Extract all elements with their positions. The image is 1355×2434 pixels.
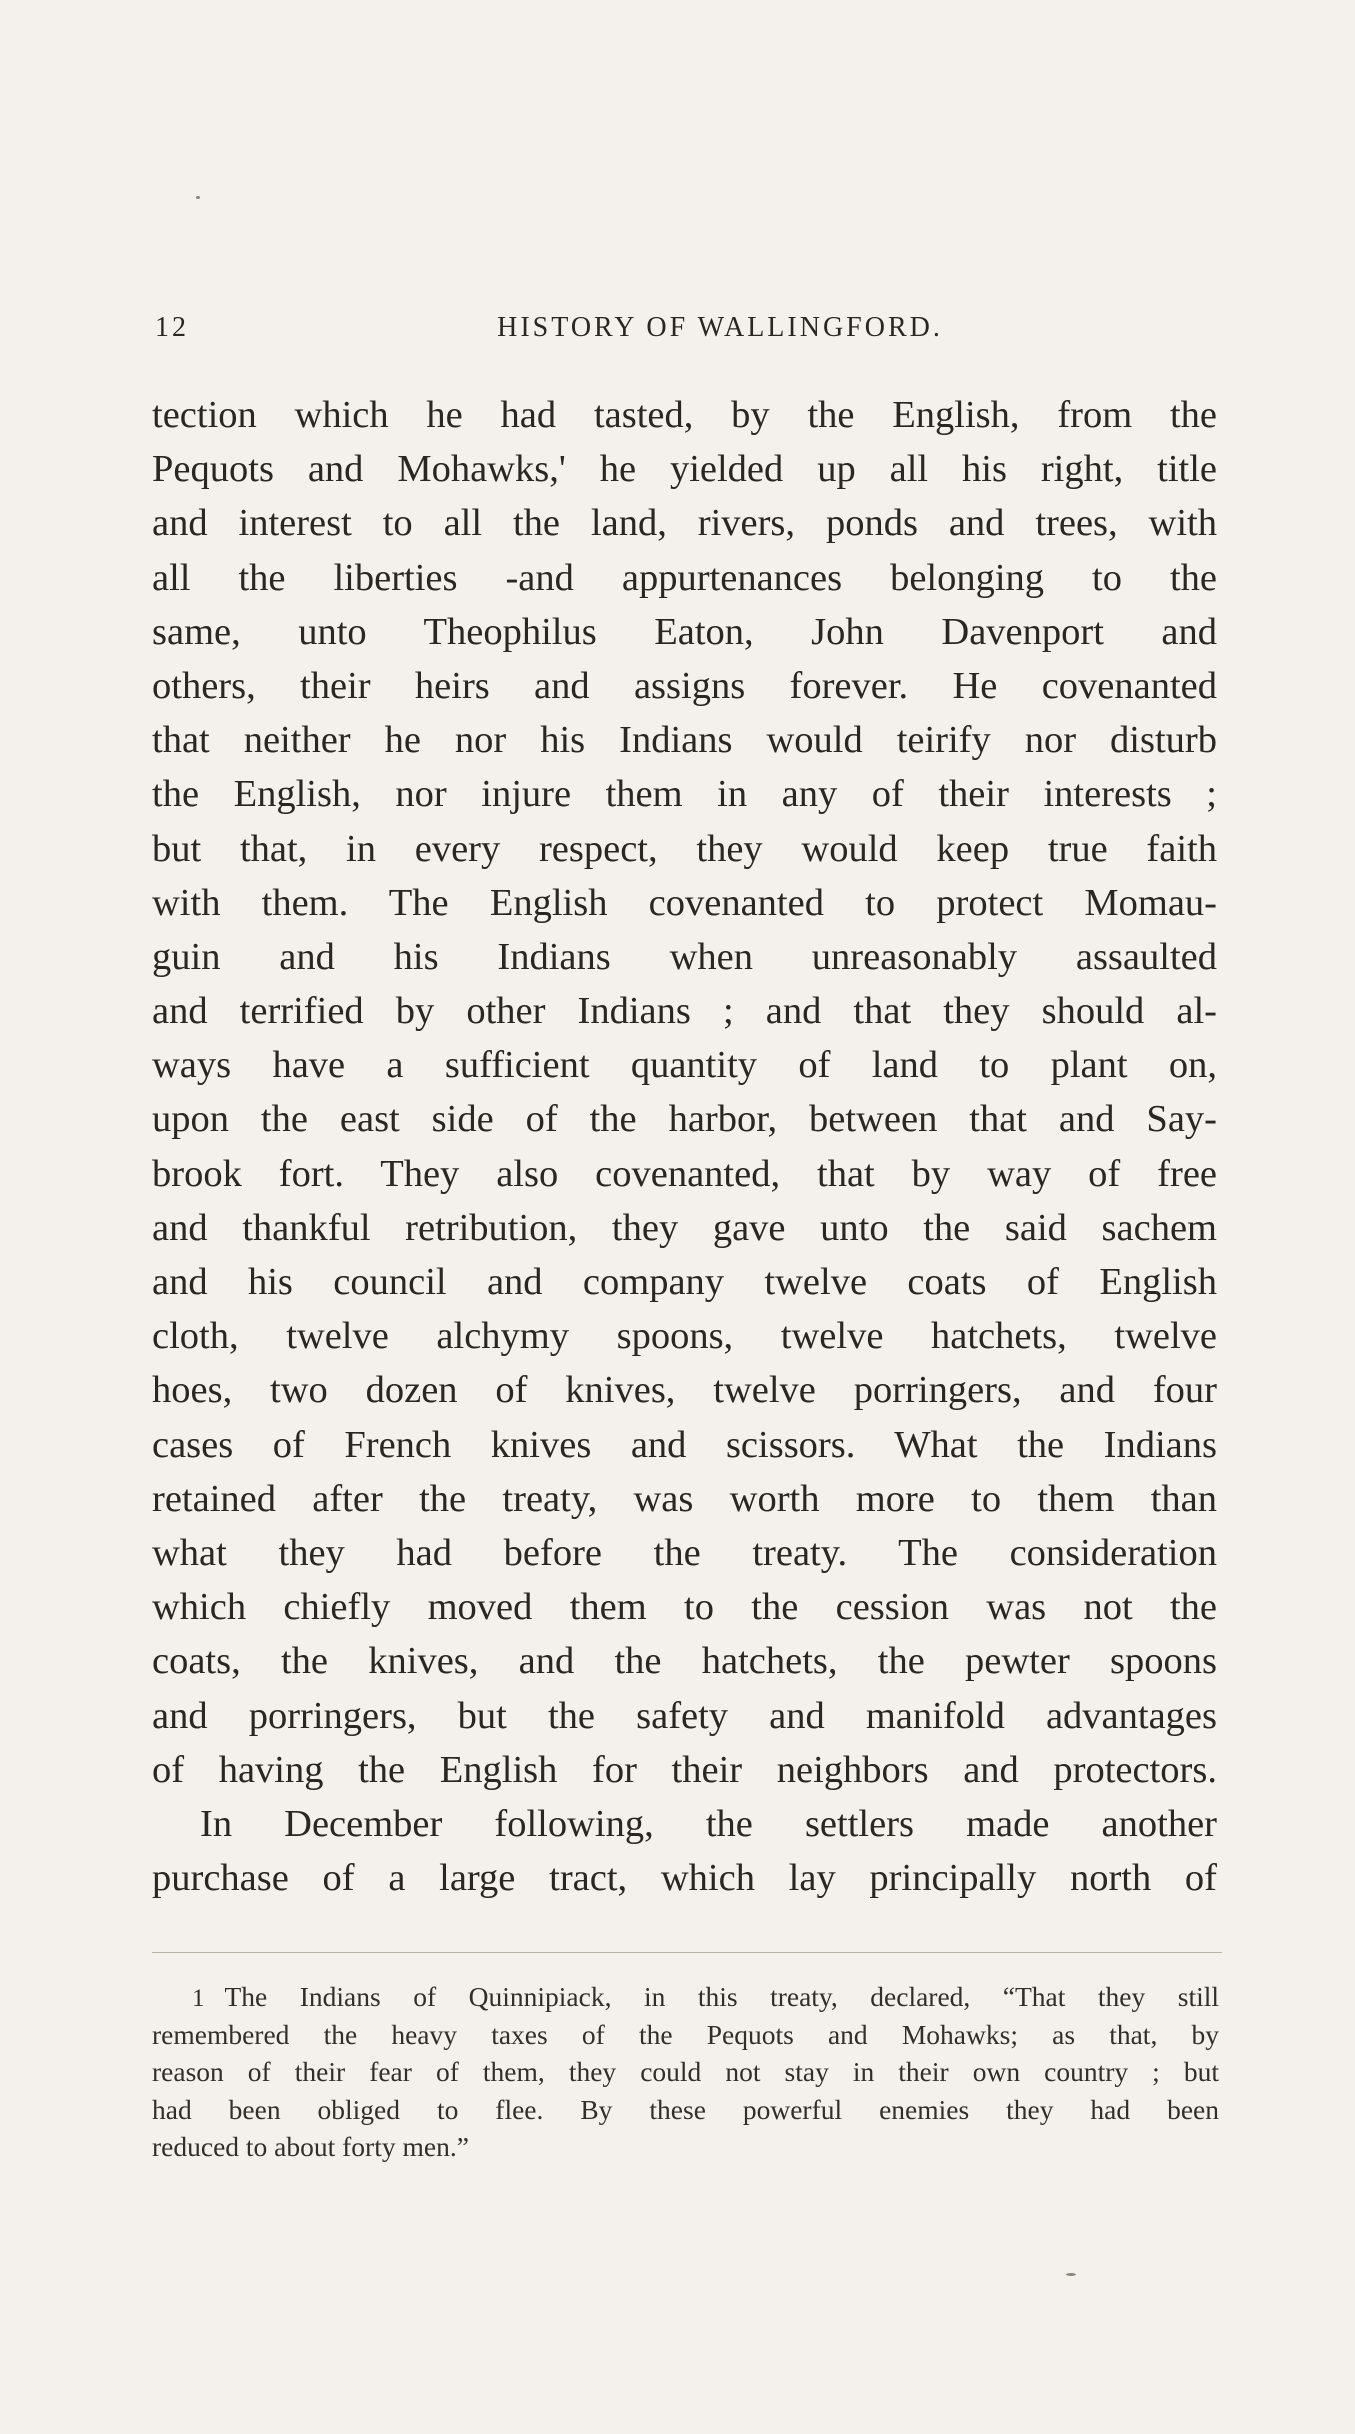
body-line: of having the English for their neighbors and protectors.	[152, 1748, 1217, 1791]
body-line: and terrified by other Indians ; and that they should al-	[152, 990, 1217, 1033]
body-line: but that, in every respect, they would keep true faith	[152, 827, 1217, 870]
body-line: tection which he had tasted, by the English, from the	[152, 394, 1217, 436]
body-line: what they had before the treaty. The consideration	[152, 1531, 1217, 1574]
body-line: all the liberties -and appurtenances belonging to the	[152, 556, 1217, 599]
paper-speck	[1066, 2273, 1076, 2276]
body-line: that neither he nor his Indians would teirify nor disturb	[152, 719, 1217, 762]
body-line: and thankful retribution, they gave unto the said sachem	[152, 1206, 1217, 1249]
running-head	[155, 312, 1225, 352]
footnote-line	[152, 1978, 1219, 2016]
footnote-line: remembered the heavy taxes of the Pequots and Mohawks; as that, by	[152, 2018, 1219, 2050]
footnote-text: The Indians of Quinnipiack, in this treaty, declared, “That they still	[224, 1981, 1219, 2012]
body-line: coats, the knives, and the hatchets, the pewter spoons	[152, 1640, 1217, 1683]
body-line: ways have a sufficient quantity of land to plant on,	[152, 1044, 1217, 1087]
footnote-line: reason of their fear of them, they could not stay in their own country ; but	[152, 2056, 1219, 2088]
body-line: cases of French knives and scissors. What the Indians	[152, 1423, 1217, 1466]
footnote	[152, 1978, 1219, 2166]
footnote-line: reduced to about forty men.”	[152, 2131, 469, 2163]
body-line-paragraph-start: In December following, the settlers made another	[200, 1802, 1217, 1845]
footnote-line: had been obliged to flee. By these powerful enemies they had been	[152, 2093, 1219, 2125]
body-line: cloth, twelve alchymy spoons, twelve hatchets, twelve	[152, 1315, 1217, 1358]
body-line: brook fort. They also covenanted, that by way of free	[152, 1152, 1217, 1195]
footnote-rule	[152, 1952, 1222, 1954]
running-title: HISTORY OF WALLINGFORD.	[497, 312, 943, 343]
body-line: same, unto Theophilus Eaton, John Davenport and	[152, 610, 1217, 653]
body-line: the English, nor injure them in any of their interests ;	[152, 773, 1217, 816]
body-line: others, their heirs and assigns forever. He covenanted	[152, 664, 1217, 707]
body-line: upon the east side of the harbor, between that and Say-	[152, 1098, 1217, 1141]
body-line: and porringers, but the safety and manifold advantages	[152, 1694, 1217, 1737]
paper-speck	[196, 196, 200, 199]
body-line: guin and his Indians when unreasonably assaulted	[152, 935, 1217, 978]
body-text	[152, 388, 1217, 1905]
body-line: and his council and company twelve coats of English	[152, 1261, 1217, 1303]
body-line: with them. The English covenanted to protect Momau-	[152, 881, 1217, 924]
body-line: which chiefly moved them to the cession was not the	[152, 1586, 1217, 1629]
page-number: 12	[155, 312, 189, 343]
body-line: Pequots and Mohawks,' he yielded up all his right, title	[152, 448, 1217, 491]
body-line: and interest to all the land, rivers, ponds and trees, with	[152, 502, 1217, 545]
body-line: purchase of a large tract, which lay principally north of	[152, 1857, 1217, 1900]
body-line: retained after the treaty, was worth more to them than	[152, 1477, 1217, 1520]
body-line: hoes, two dozen of knives, twelve porringers, and four	[152, 1369, 1217, 1412]
footnote-marker: 1	[192, 1985, 205, 2012]
